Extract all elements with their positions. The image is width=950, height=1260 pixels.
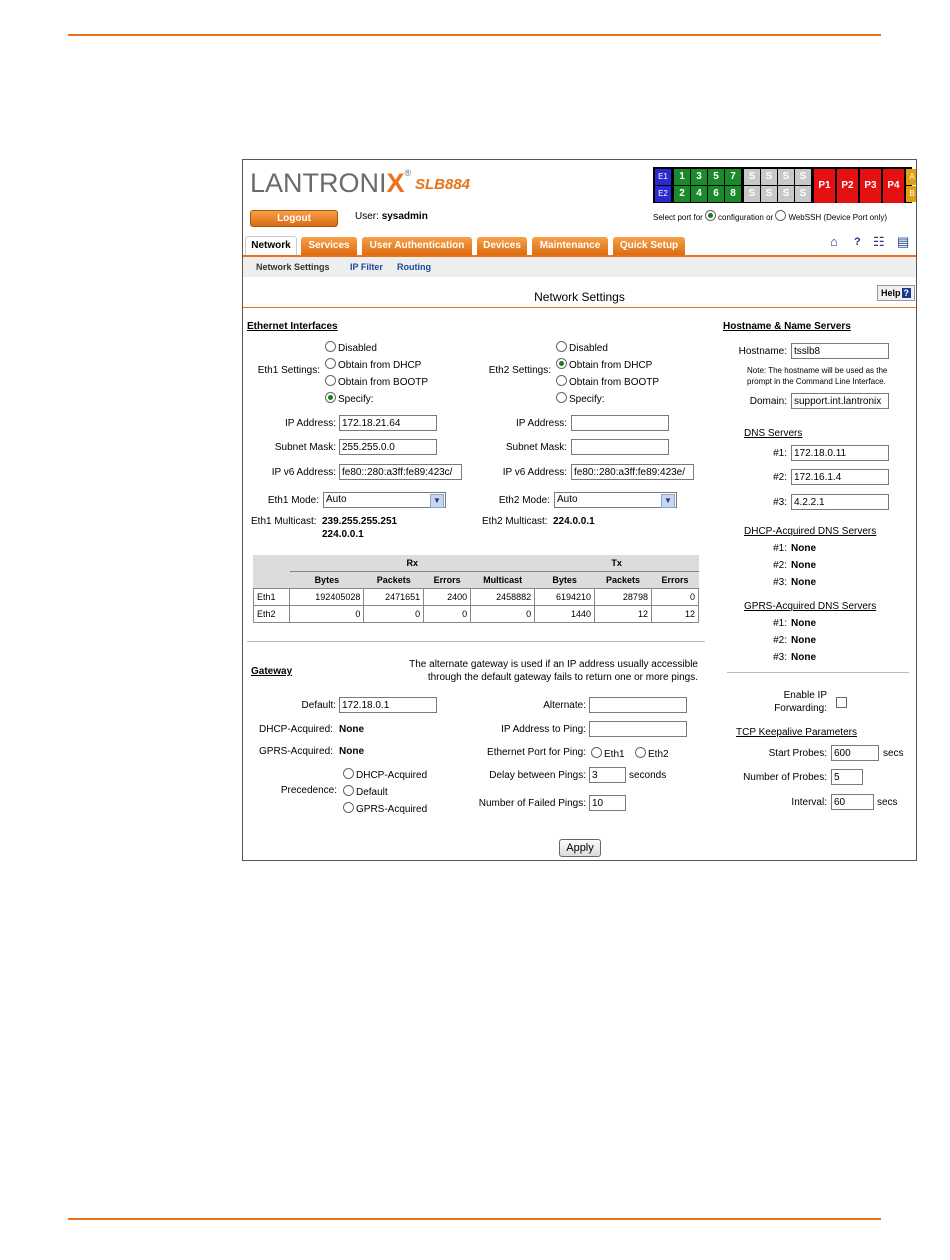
port-p4[interactable]: P4 <box>883 169 904 203</box>
port-7[interactable]: 7 <box>725 169 741 185</box>
port-a[interactable]: A <box>906 169 917 185</box>
eth1-option-disabled[interactable]: Disabled <box>325 341 377 354</box>
port-selector <box>653 167 915 203</box>
dns-servers-heading: DNS Servers <box>744 428 803 439</box>
model-name: SLB884 <box>415 176 471 193</box>
eth2-ipv6-input[interactable]: fe80::280:a3ff:fe89:423e/ <box>571 464 694 480</box>
table-cell: 192405028 <box>290 589 364 606</box>
eth1-ip-label: IP Address: <box>285 418 336 429</box>
port-b[interactable]: B <box>906 186 917 202</box>
failed-pings-input[interactable]: 10 <box>589 795 626 811</box>
rx-header: Rx <box>290 555 535 572</box>
gateway-gprs-label: GPRS-Acquired: <box>259 746 333 757</box>
precedence-default-radio[interactable]: Default <box>343 785 388 798</box>
dhcp-dns-2-value: None <box>791 560 816 571</box>
table-cell: 12 <box>595 606 652 623</box>
top-rule <box>68 34 881 36</box>
row-label: Eth1 <box>254 589 290 606</box>
gprs-dns-2-label: #2: <box>773 635 787 646</box>
column-header: Bytes <box>314 575 340 585</box>
dhcp-dns-2-label: #2: <box>773 560 787 571</box>
section-divider <box>727 672 909 673</box>
hostname-label: Hostname: <box>738 346 787 357</box>
table-row <box>254 606 699 623</box>
table-cell: 28798 <box>595 589 652 606</box>
port-1[interactable]: 1 <box>674 169 690 185</box>
table-cell: 2458882 <box>471 589 535 606</box>
precedence-label: Precedence: <box>280 785 337 796</box>
port-4[interactable]: 4 <box>691 186 707 202</box>
table-cell: 0 <box>651 589 698 606</box>
tab-user-authentication[interactable]: User Authentication <box>362 237 472 255</box>
eth2-mode-select[interactable]: Auto ▼ <box>554 492 677 508</box>
column-header: Multicast <box>483 575 523 585</box>
eth1-multicast-label: Eth1 Multicast: <box>251 516 317 527</box>
port-mode-selector: Select port for configuration or WebSSH (Device Port only) <box>653 210 887 222</box>
port-s[interactable]: S <box>795 169 811 185</box>
num-probes-input[interactable]: 5 <box>831 769 863 785</box>
gateway-dhcp-value: None <box>339 724 364 735</box>
help-button-label: Help <box>880 288 901 298</box>
eth2-multicast-1: 224.0.0.1 <box>553 516 595 527</box>
dns-3-input[interactable]: 4.2.2.1 <box>791 494 889 510</box>
table-cell: 0 <box>424 606 471 623</box>
port-p2[interactable]: P2 <box>837 169 858 203</box>
lantronix-logo: LANTRONIX® <box>250 168 412 198</box>
gateway-note-line1: The alternate gateway is used if an IP address usually accessible <box>409 659 698 670</box>
table-cell: 0 <box>364 606 424 623</box>
eth2-ipv6-label: IP v6 Address: <box>502 467 567 478</box>
bottom-rule <box>68 1218 881 1220</box>
eth2-ip-label: IP Address: <box>516 418 567 429</box>
dhcp-dns-1-value: None <box>791 543 816 554</box>
gateway-default-input[interactable]: 172.18.0.1 <box>339 697 437 713</box>
row-label: Eth2 <box>254 606 290 623</box>
dhcp-dns-1-label: #1: <box>773 543 787 554</box>
port-p1[interactable]: P1 <box>814 169 835 203</box>
eth1-multicast-1: 239.255.255.251 <box>322 516 398 527</box>
port-s[interactable]: S <box>761 186 777 202</box>
dhcp-dns-3-label: #3: <box>773 577 787 588</box>
eth2-option-dhcp[interactable]: Obtain from DHCP <box>556 358 652 371</box>
column-header: Packets <box>605 575 640 585</box>
eth1-ipv6-label: IP v6 Address: <box>271 467 336 478</box>
hostname-input[interactable]: tsslb8 <box>791 343 889 359</box>
gprs-dns-heading: GPRS-Acquired DNS Servers <box>744 601 877 612</box>
eth2-ip-input[interactable] <box>571 415 669 431</box>
precedence-dhcp-radio[interactable]: DHCP-Acquired <box>343 768 427 781</box>
eth2-multicast-label: Eth2 Multicast: <box>482 516 548 527</box>
port-s[interactable]: S <box>778 186 794 202</box>
interval-unit: secs <box>877 797 898 808</box>
eth1-ip-input[interactable]: 172.18.21.64 <box>339 415 437 431</box>
eth1-settings-label: Eth1 Settings: <box>257 365 320 376</box>
start-probes-input[interactable]: 600 <box>831 745 879 761</box>
chevron-down-icon: ▼ <box>430 494 444 508</box>
tab-devices[interactable]: Devices <box>477 237 527 255</box>
column-header: Packets <box>376 575 411 585</box>
gprs-dns-1-value: None <box>791 618 816 629</box>
ethernet-interfaces-heading: Ethernet Interfaces <box>247 321 338 332</box>
eth2-option-bootp[interactable]: Obtain from BOOTP <box>556 375 659 388</box>
port-s[interactable]: S <box>795 186 811 202</box>
gateway-gprs-value: None <box>339 746 364 757</box>
port-s[interactable]: S <box>744 186 760 202</box>
gateway-heading: Gateway <box>251 666 293 677</box>
eth1-mask-label: Subnet Mask: <box>274 442 336 453</box>
port-s[interactable]: S <box>778 169 794 185</box>
tcp-keepalive-heading: TCP Keepalive Parameters <box>736 727 857 738</box>
table-cell: 0 <box>471 606 535 623</box>
ip-forwarding-label-1: Enable IP <box>783 690 827 701</box>
table-cell: 2471651 <box>364 589 424 606</box>
ping-ip-input[interactable] <box>589 721 687 737</box>
gateway-dhcp-label: DHCP-Acquired: <box>259 724 333 735</box>
tx-header: Tx <box>535 555 699 572</box>
table-cell: 2400 <box>424 589 471 606</box>
eth2-option-specify[interactable]: Specify: <box>556 392 605 405</box>
eth1-option-specify[interactable]: Specify: <box>325 392 374 405</box>
port-6[interactable]: 6 <box>708 186 724 202</box>
hostname-heading: Hostname & Name Servers <box>723 321 851 332</box>
tab-services[interactable]: Services <box>301 237 357 255</box>
eth2-mask-input[interactable] <box>571 439 669 455</box>
alternate-label: Alternate: <box>543 700 586 711</box>
table-cell: 0 <box>290 606 364 623</box>
interface-stats-table <box>253 555 699 623</box>
column-header: Errors <box>433 575 461 585</box>
eth1-mode-label: Eth1 Mode: <box>267 495 319 506</box>
hostname-note-line1: Note: The hostname will be used as the <box>747 366 888 375</box>
table-cell: 6194210 <box>535 589 595 606</box>
port-s[interactable]: S <box>744 169 760 185</box>
ip-forwarding-checkbox[interactable] <box>836 697 847 708</box>
ping-port-label: Ethernet Port for Ping: <box>487 747 586 758</box>
ping-delay-unit: seconds <box>629 770 667 781</box>
eth2-option-disabled[interactable]: Disabled <box>556 341 608 354</box>
sub-navigation <box>243 257 916 277</box>
main-tabs <box>243 234 916 257</box>
port-8[interactable]: 8 <box>725 186 741 202</box>
eth1-multicast-2: 224.0.0.1 <box>322 529 364 540</box>
port-p3[interactable]: P3 <box>860 169 881 203</box>
table-corner <box>254 555 290 572</box>
dhcp-dns-heading: DHCP-Acquired DNS Servers <box>744 526 877 537</box>
dhcp-dns-3-value: None <box>791 577 816 588</box>
interval-input[interactable]: 60 <box>831 794 874 810</box>
interval-label: Interval: <box>791 797 827 808</box>
port-5[interactable]: 5 <box>708 169 724 185</box>
logout-button[interactable]: Logout <box>250 210 338 227</box>
eth2-mode-label: Eth2 Mode: <box>498 495 550 506</box>
table-corner <box>254 572 290 589</box>
column-header: Bytes <box>552 575 577 585</box>
gprs-dns-2-value: None <box>791 635 816 646</box>
port-s[interactable]: S <box>761 169 777 185</box>
sitemap-icon[interactable]: ☷ <box>873 234 885 249</box>
domain-label: Domain: <box>749 396 787 407</box>
current-user: User: sysadmin <box>355 211 428 222</box>
gprs-dns-1-label: #1: <box>773 618 787 629</box>
apply-button[interactable]: Apply <box>559 839 601 857</box>
eth1-option-bootp[interactable]: Obtain from BOOTP <box>325 375 428 388</box>
ping-ip-label: IP Address to Ping: <box>501 724 586 735</box>
ip-forwarding-label-2: Forwarding: <box>774 703 827 714</box>
chevron-down-icon: ▼ <box>661 494 675 508</box>
table-row <box>254 589 699 606</box>
port-2[interactable]: 2 <box>674 186 690 202</box>
column-header: Errors <box>661 575 689 585</box>
start-probes-label: Start Probes: <box>768 748 827 759</box>
eth2-settings-label: Eth2 Settings: <box>488 365 551 376</box>
dns-2-label: #2: <box>773 472 787 483</box>
failed-pings-label: Number of Failed Pings: <box>478 798 586 809</box>
gprs-dns-3-value: None <box>791 652 816 663</box>
table-cell: 1440 <box>535 606 595 623</box>
gprs-dns-3-label: #3: <box>773 652 787 663</box>
dns-2-input[interactable]: 172.16.1.4 <box>791 469 889 485</box>
help-question-icon: ? <box>903 288 909 298</box>
ping-port-eth1-radio[interactable]: Eth1 <box>591 747 625 760</box>
home-icon[interactable]: ⌂ <box>830 234 838 249</box>
subnav-network-settings[interactable]: Network Settings <box>256 262 330 272</box>
page-title: Network Settings <box>534 290 625 304</box>
webssh-radio[interactable] <box>775 210 786 221</box>
gateway-note-line2: through the default gateway fails to return one or more pings. <box>427 672 698 683</box>
help-icon[interactable]: ? <box>854 236 861 248</box>
screenshot-window <box>242 159 917 861</box>
eth1-mode-select[interactable]: Auto ▼ <box>323 492 446 508</box>
eth1-ipv6-input[interactable]: fe80::280:a3ff:fe89:423c/ <box>339 464 462 480</box>
table-cell: 12 <box>651 606 698 623</box>
log-icon[interactable]: ▤ <box>897 234 910 249</box>
dns-3-label: #3: <box>773 497 787 508</box>
tab-maintenance[interactable]: Maintenance <box>532 237 608 255</box>
start-probes-unit: secs <box>883 748 904 759</box>
configuration-radio[interactable] <box>705 210 716 221</box>
ping-port-eth2-radio[interactable]: Eth2 <box>635 747 669 760</box>
gateway-default-label: Default: <box>301 700 336 711</box>
subnav-routing[interactable]: Routing <box>397 262 431 272</box>
port-e2[interactable]: E2 <box>655 186 671 202</box>
help-button[interactable] <box>877 285 915 301</box>
dns-1-label: #1: <box>773 448 787 459</box>
precedence-gprs-radio[interactable]: GPRS-Acquired <box>343 802 427 815</box>
port-3[interactable]: 3 <box>691 169 707 185</box>
eth1-option-dhcp[interactable]: Obtain from DHCP <box>325 358 421 371</box>
domain-input[interactable]: support.int.lantronix <box>791 393 889 409</box>
hostname-note-line2: prompt in the Command Line Interface. <box>747 377 886 386</box>
ping-delay-input[interactable]: 3 <box>589 767 626 783</box>
port-e1[interactable]: E1 <box>655 169 671 185</box>
alternate-input[interactable] <box>589 697 687 713</box>
subnav-ip-filter[interactable]: IP Filter <box>350 262 383 272</box>
eth2-mask-label: Subnet Mask: <box>505 442 567 453</box>
tab-quick-setup[interactable]: Quick Setup <box>613 237 685 255</box>
dns-1-input[interactable]: 172.18.0.11 <box>791 445 889 461</box>
num-probes-label: Number of Probes: <box>743 772 827 783</box>
eth1-mask-input[interactable]: 255.255.0.0 <box>339 439 437 455</box>
ping-delay-label: Delay between Pings: <box>489 770 586 781</box>
title-bar <box>243 282 916 308</box>
section-divider <box>247 641 705 642</box>
tab-network[interactable]: Network <box>245 236 297 255</box>
